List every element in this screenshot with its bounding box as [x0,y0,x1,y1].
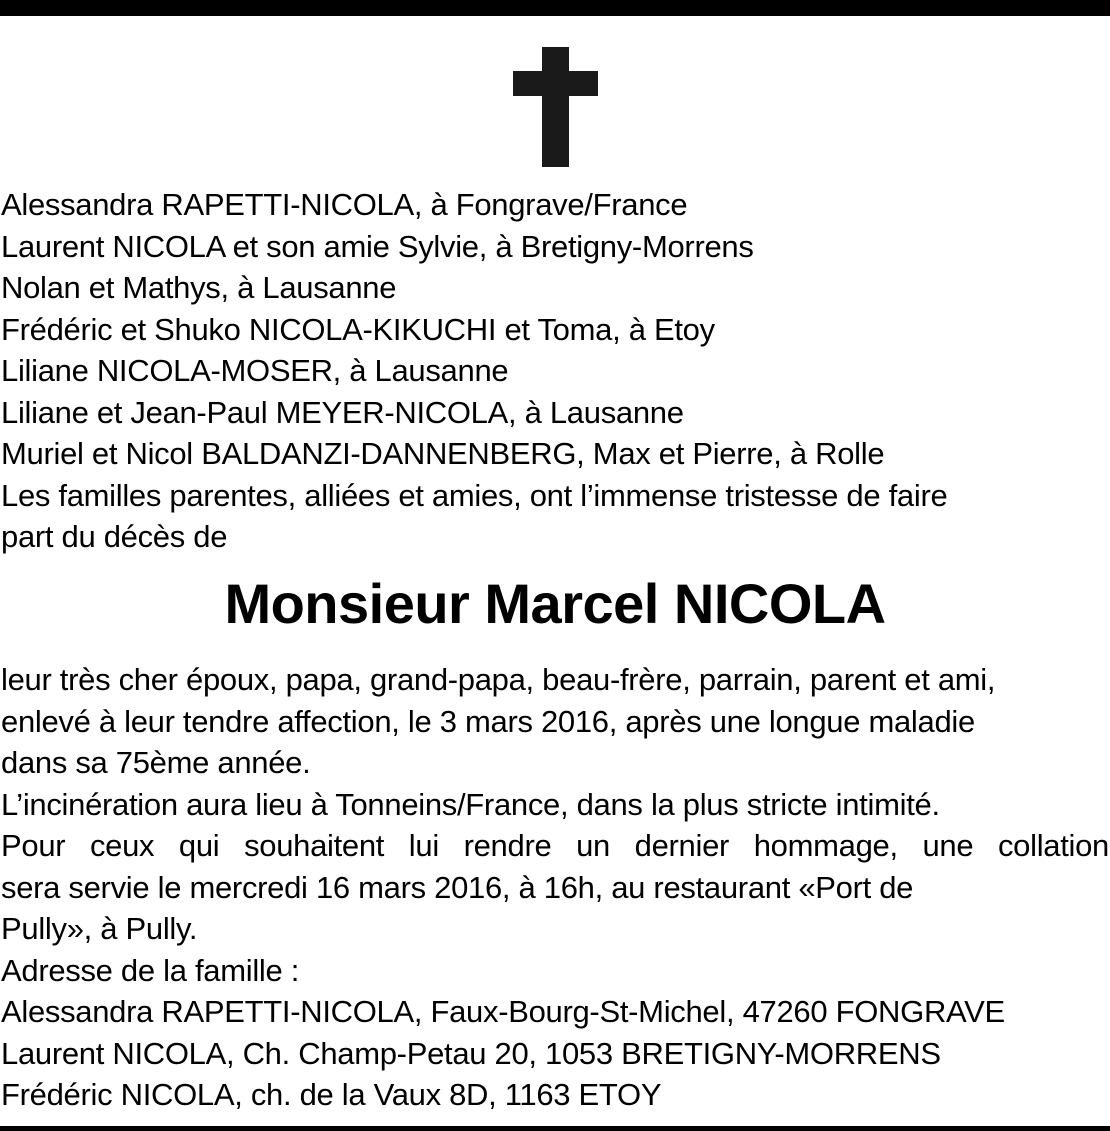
deceased-name: Monsieur Marcel NICOLA [224,572,886,635]
family-line: Frédéric et Shuko NICOLA-KIKUCHI et Toma, à Etoy [1,311,715,347]
family-line: Muriel et Nicol BALDANZI-DANNENBERG, Max et Pierre, à Rolle [1,436,885,471]
family-line: Nolan et Mathys, à Lausanne [1,270,397,305]
body-line: sera servie le mercredi 16 mars 2016, à 16h, au restaurant «Port de [1,869,914,905]
family-line: Les familles parentes, alliées et amies, ont l’immense tristesse de faire [1,477,948,513]
body-line: dans sa 75ème année. [1,745,311,780]
cross-horizontal-bar [513,71,598,96]
address-heading: Adresse de la famille : [1,952,300,988]
notice-body [1,659,1109,1116]
address-line: Alessandra RAPETTI-NICOLA, Faux-Bourg-St-Michel, 47260 FONGRAVE [1,994,1005,1029]
address-line: Laurent NICOLA, Ch. Champ-Petau 20, 1053 BRETIGNY-MORRENS [1,1035,941,1071]
family-line: Alessandra RAPETTI-NICOLA, à Fongrave/France [1,187,688,222]
family-line: part du décès de [1,519,228,554]
body-line: L’incinération aura lieu à Tonneins/France, dans la plus stricte intimité. [1,786,940,822]
body-line: enlevé à leur tendre affection, le 3 mars 2016, après une longue maladie [1,703,975,739]
bottom-rule [0,1126,1110,1131]
address-line: Frédéric NICOLA, ch. de la Vaux 8D, 1163 ETOY [1,1077,662,1112]
cross-vertical-bar [542,47,569,167]
top-rule [0,0,1110,16]
family-line: Liliane et Jean-Paul MEYER-NICOLA, à Lausanne [1,394,684,430]
body-line: Pour ceux qui souhaitent lui rendre un dernier hommage, une collation [1,828,1109,863]
family-list [1,184,1109,558]
body-line: leur très cher époux, papa, grand-papa, beau-frère, parrain, parent et ami, [1,662,996,697]
cross-icon [513,47,598,167]
family-line: Laurent NICOLA et son amie Sylvie, à Bretigny-Morrens [1,228,754,264]
family-line: Liliane NICOLA-MOSER, à Lausanne [1,353,509,388]
body-line: Pully», à Pully. [1,911,198,946]
